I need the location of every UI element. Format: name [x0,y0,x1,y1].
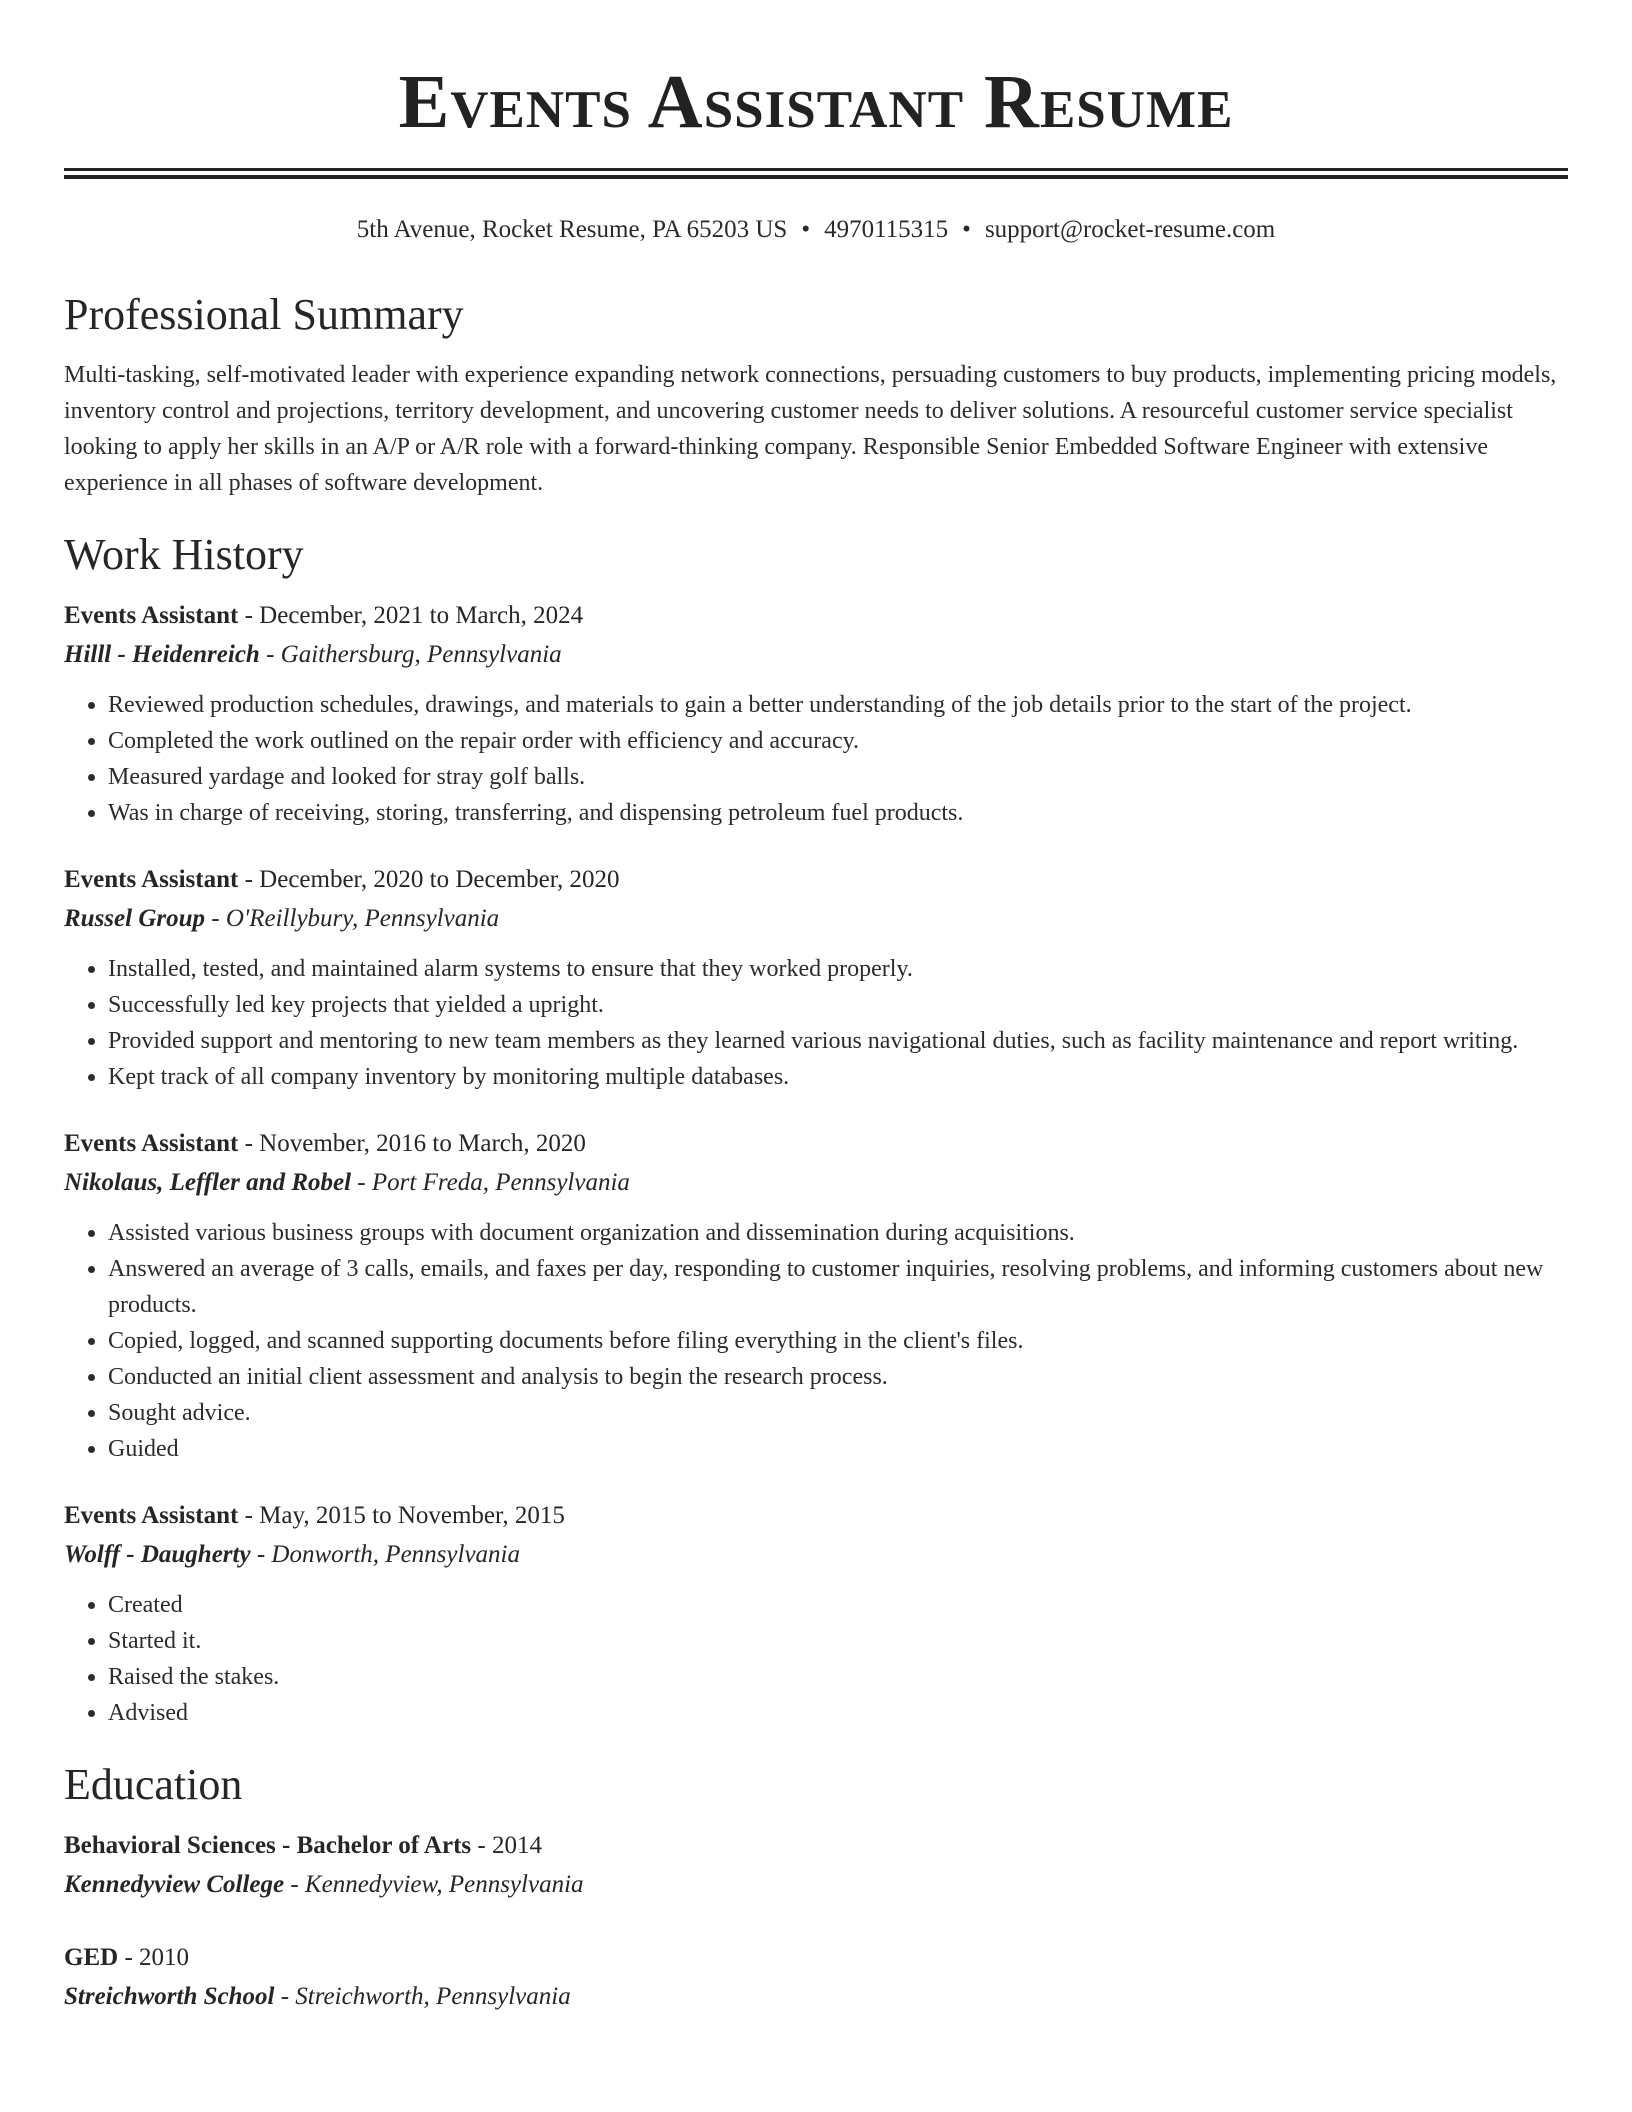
job-duties-list [64,1587,1568,1731]
job-duties-list [64,951,1568,1095]
list-item: • Answered an average of 3 calls, emails, and faxes per day, responding to customer inquiries, resolving problems, and informing customers about new products. [108,1251,1568,1323]
job-dates: - November, 2016 to March, 2020 [238,1130,586,1157]
list-item: • Kept track of all company inventory by monitoring multiple databases. [108,1059,1568,1095]
education-degree-line [64,1939,1568,1977]
contact-address: 5th Avenue, Rocket Resume, PA 65203 US [356,216,788,243]
title-divider [64,168,1568,179]
education-year: - 2014 [471,1832,542,1859]
job-title: Events Assistant [64,1502,239,1529]
contact-line [64,215,1568,245]
job-title: Events Assistant [64,866,239,893]
list-item: • Assisted various business groups with document organization and dissemination during acquisitions. [108,1215,1568,1251]
list-item: • Sought advice. [108,1395,1568,1431]
list-item: • Guided [108,1431,1568,1467]
page-title: Events Assistant Resume [398,60,1234,144]
job-company: Russel Group [64,905,206,932]
list-item: • Reviewed production schedules, drawings, and materials to gain a better understanding of the job details prior to the start of the project. [108,687,1568,723]
list-item: • Completed the work outlined on the repair order with efficiency and accuracy. [108,723,1568,759]
list-item: • Started it. [108,1623,1568,1659]
list-item: • Conducted an initial client assessment and analysis to begin the research process. [108,1359,1568,1395]
list-item: • Was in charge of receiving, storing, transferring, and dispensing petroleum fuel products. [108,795,1568,831]
education-location: - Kennedyview, Pennsylvania [284,1871,584,1898]
education-school-line [64,1977,1568,2017]
education-school-line [64,1865,1568,1905]
list-item: • Advised [108,1695,1568,1731]
job-dates: - December, 2020 to December, 2020 [238,866,620,893]
education-school: Kennedyview College [64,1871,285,1898]
job-title-line [64,1497,1568,1535]
education-year: - 2010 [118,1944,190,1971]
job-dates: - May, 2015 to November, 2015 [238,1502,565,1529]
list-item: • Provided support and mentoring to new team members as they learned various navigational duties, such as facility maintenance and report writing. [108,1023,1568,1059]
job-entry [64,597,1568,831]
job-title: Events Assistant [64,602,239,629]
job-company-line [64,635,1568,675]
job-title: Events Assistant [64,1130,239,1157]
list-item: • Created [108,1587,1568,1623]
education-school: Streichworth School [64,1983,275,2010]
job-entry [64,861,1568,1095]
job-company: Hilll - Heidenreich [64,641,260,668]
job-company-line [64,1163,1568,1203]
job-entry [64,1497,1568,1731]
job-title-line [64,861,1568,899]
job-company-line [64,899,1568,939]
education-degree-line [64,1827,1568,1865]
job-location: - Port Freda, Pennsylvania [351,1169,630,1196]
list-item: • Successfully led key projects that yielded a upright. [108,987,1568,1023]
job-company: Nikolaus, Leffler and Robel [64,1169,352,1196]
job-location: - Gaithersburg, Pennsylvania [259,641,562,668]
job-dates: - December, 2021 to March, 2024 [238,602,584,629]
education-heading: Education [64,1760,243,1809]
list-item: • Installed, tested, and maintained alarm systems to ensure that they worked properly. [108,951,1568,987]
education-entry [64,1827,1568,1905]
job-duties-list [64,687,1568,831]
job-location: - Donworth, Pennsylvania [250,1541,520,1568]
education-degree: GED [64,1944,119,1971]
contact-separator: • [801,216,811,243]
job-title-line [64,597,1568,635]
summary-text: Multi-tasking, self-motivated leader with experience expanding network connections, persuading customers to buy products, implementing pricing models, inventory control and projections, territory development, and uncovering customer needs to deliver solutions. A resourceful customer service specialist looking to apply her skills in an A/P or A/R role with a forward-thinking company. Responsible Senior Embedded Software Engineer with extensive experience in all phases of software development. [64,362,1557,496]
education-entry [64,1939,1568,2017]
education-degree: Behavioral Sciences - Bachelor of Arts [64,1832,472,1859]
contact-phone: 4970115315 [824,216,949,243]
job-company-line [64,1535,1568,1575]
contact-email: support@rocket-resume.com [984,216,1276,243]
job-location: - O'Reillybury, Pennsylvania [205,905,500,932]
job-entry [64,1125,1568,1467]
education-location: - Streichworth, Pennsylvania [274,1983,571,2010]
job-company: Wolff - Daugherty [64,1541,251,1568]
work-history-heading: Work History [64,530,304,579]
summary-heading: Professional Summary [64,290,464,339]
contact-separator: • [962,216,971,243]
job-duties-list [64,1215,1568,1467]
list-item: • Measured yardage and looked for stray golf balls. [108,759,1568,795]
job-title-line [64,1125,1568,1163]
list-item: • Copied, logged, and scanned supporting documents before filing everything in the client's files. [108,1323,1568,1359]
list-item: • Raised the stakes. [108,1659,1568,1695]
